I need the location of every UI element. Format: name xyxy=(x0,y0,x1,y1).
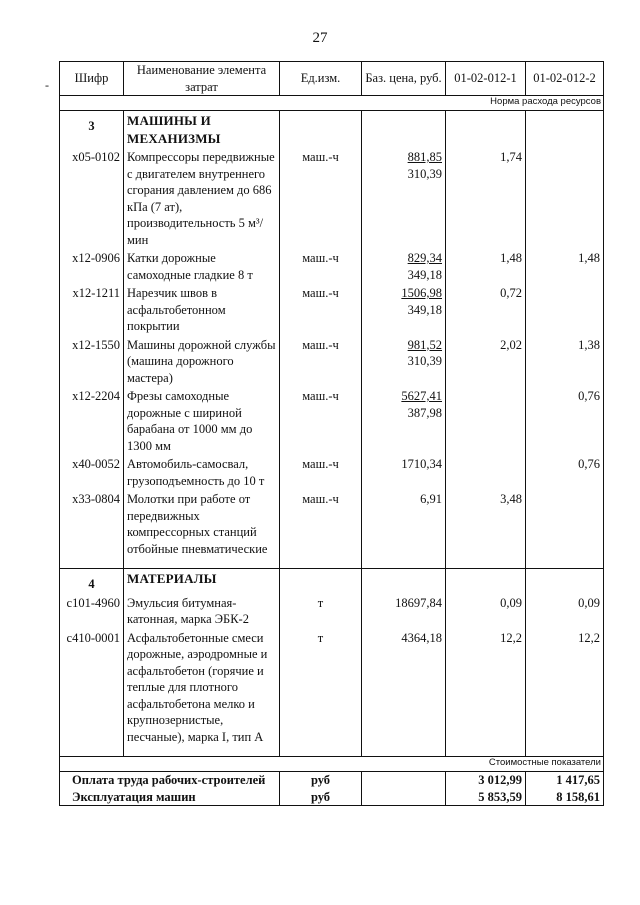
total-value-col2: 1 417,65 xyxy=(526,772,604,789)
empty-cell xyxy=(60,746,124,757)
row-value-col1: 3,48 xyxy=(446,490,526,558)
row-price: 4364,18 xyxy=(401,630,442,645)
spacer-row xyxy=(60,558,604,569)
row-code: с410-0001 xyxy=(60,629,124,747)
table-row xyxy=(60,594,604,629)
total-value-col1: 3 012,99 xyxy=(446,772,526,789)
row-code: х33-0804 xyxy=(60,490,124,558)
empty-cell xyxy=(362,558,446,569)
table-row xyxy=(60,455,604,490)
header-col1: 01-02-012-1 xyxy=(446,62,526,96)
row-unit: маш.-ч xyxy=(280,490,362,558)
section-number: 3 xyxy=(88,119,95,133)
row-unit: маш.-ч xyxy=(280,249,362,284)
row-code: х12-2204 xyxy=(60,387,124,455)
empty-cell xyxy=(526,558,604,569)
row-name: Молотки при работе от передвижных компрессорных станций отбойные пневматические xyxy=(124,490,280,558)
row-code: с101-4960 xyxy=(60,594,124,629)
row-value-col2: 12,2 xyxy=(526,629,604,747)
total-unit: руб xyxy=(280,789,362,806)
row-value-col2 xyxy=(526,148,604,249)
row-unit: маш.-ч xyxy=(280,148,362,249)
row-value-col1 xyxy=(446,455,526,490)
page-number: 27 xyxy=(312,30,328,46)
row-value-col1: 1,74 xyxy=(446,148,526,249)
section-title-cell xyxy=(124,569,280,594)
resource-norms-table xyxy=(59,61,604,806)
table-row xyxy=(60,249,604,284)
total-row xyxy=(60,789,604,806)
row-price-secondary: 310,39 xyxy=(407,354,442,368)
row-value-col2: 0,76 xyxy=(526,387,604,455)
row-price-cell xyxy=(362,594,446,629)
row-name: Автомобиль-самосвал, грузоподъемность до 10 т xyxy=(124,455,280,490)
row-value-col2 xyxy=(526,490,604,558)
row-price: 5627,41 xyxy=(401,389,442,403)
row-price-cell xyxy=(362,387,446,455)
row-value-col1: 1,48 xyxy=(446,249,526,284)
row-price-secondary: 349,18 xyxy=(407,302,442,317)
total-label: Эксплуатация машин xyxy=(60,789,280,806)
section-title: МАТЕРИАЛЫ xyxy=(127,571,217,586)
header-code: Шифр xyxy=(60,62,124,96)
row-value-col2: 0,09 xyxy=(526,594,604,629)
empty-cell xyxy=(446,569,526,594)
empty-cell xyxy=(362,789,446,806)
row-value-col1: 12,2 xyxy=(446,629,526,747)
margin-mark: - xyxy=(45,78,49,92)
total-unit: руб xyxy=(280,772,362,789)
empty-cell xyxy=(124,746,280,757)
empty-cell xyxy=(526,569,604,594)
row-unit: маш.-ч xyxy=(280,455,362,490)
row-price-cell xyxy=(362,284,446,336)
row-name: Нарезчик швов в асфальтобетонном покрытии xyxy=(124,284,280,336)
row-price-secondary: 387,98 xyxy=(407,405,442,420)
total-value-col1: 5 853,59 xyxy=(446,789,526,806)
row-price-cell xyxy=(362,336,446,388)
row-price: 1710,34 xyxy=(401,457,442,471)
section-header-row xyxy=(60,569,604,594)
row-price-cell xyxy=(362,455,446,490)
header-unit: Ед.изм. xyxy=(280,62,362,96)
row-unit: маш.-ч xyxy=(280,387,362,455)
row-price-cell xyxy=(362,148,446,249)
row-price: 829,34 xyxy=(407,251,442,265)
row-name: Эмульсия битумная-катонная, марка ЭБК-2 xyxy=(124,594,280,629)
table-row xyxy=(60,284,604,336)
row-code: х12-1550 xyxy=(60,336,124,388)
section-number-cell xyxy=(60,569,124,594)
row-code: х12-0906 xyxy=(60,249,124,284)
row-price: 981,52 xyxy=(407,337,442,352)
row-code: х12-1211 xyxy=(60,284,124,336)
row-unit: т xyxy=(280,594,362,629)
table-row xyxy=(60,336,604,388)
section-header-row xyxy=(60,111,604,149)
row-value-col2 xyxy=(526,284,604,336)
norm-caption-row xyxy=(60,96,604,111)
empty-cell xyxy=(362,772,446,789)
header-col2: 01-02-012-2 xyxy=(526,62,604,96)
table-header-row xyxy=(60,62,604,96)
empty-cell xyxy=(526,746,604,757)
row-value-col2: 1,48 xyxy=(526,249,604,284)
row-name: Катки дорожные самоходные гладкие 8 т xyxy=(124,249,280,284)
section-number: 4 xyxy=(88,577,95,591)
row-unit: маш.-ч xyxy=(280,284,362,336)
total-row xyxy=(60,772,604,789)
row-price-secondary: 349,18 xyxy=(407,267,442,282)
row-name: Компрессоры передвижные с двигателем внутреннего сгорания давлением до 686 кПа (7 ат), производительность 5 м³/мин xyxy=(124,148,280,249)
empty-cell xyxy=(60,558,124,569)
row-name: Асфальтобетонные смеси дорожные, аэродромные и асфальтобетон (горячие и теплые для плотного асфальтобетона мелко и крупнозернистые, песчаные), марка I, тип А xyxy=(124,629,280,747)
row-price-cell xyxy=(362,629,446,747)
norm-caption: Норма расхода ресурсов xyxy=(60,96,604,111)
table-row xyxy=(60,387,604,455)
section-title: МАШИНЫ И МЕХАНИЗМЫ xyxy=(127,113,221,146)
row-value-col1: 2,02 xyxy=(446,336,526,388)
row-name: Фрезы самоходные дорожные с шириной барабана от 1000 мм до 1300 мм xyxy=(124,387,280,455)
section-number-cell xyxy=(60,111,124,149)
total-value-col2: 8 158,61 xyxy=(526,789,604,806)
empty-cell xyxy=(446,558,526,569)
empty-cell xyxy=(526,111,604,149)
row-price: 6,91 xyxy=(420,492,442,506)
row-value-col1 xyxy=(446,387,526,455)
row-value-col2: 1,38 xyxy=(526,336,604,388)
empty-cell xyxy=(280,746,362,757)
table-row xyxy=(60,629,604,747)
row-price-cell xyxy=(362,490,446,558)
spacer-row xyxy=(60,746,604,757)
row-price-cell xyxy=(362,249,446,284)
empty-cell xyxy=(280,111,362,149)
empty-cell xyxy=(446,111,526,149)
row-name: Машины дорожной службы (машина дорожного мастера) xyxy=(124,336,280,388)
section-title-cell xyxy=(124,111,280,149)
row-price: 1506,98 xyxy=(401,286,442,300)
empty-cell xyxy=(280,558,362,569)
row-unit: т xyxy=(280,629,362,747)
row-value-col2: 0,76 xyxy=(526,455,604,490)
row-code: х05-0102 xyxy=(60,148,124,249)
header-price: Баз. цена, руб. xyxy=(362,62,446,96)
row-unit: маш.-ч xyxy=(280,336,362,388)
row-code: х40-0052 xyxy=(60,455,124,490)
table-row xyxy=(60,148,604,249)
total-label: Оплата труда рабочих-строителей xyxy=(60,772,280,789)
table-body xyxy=(60,96,604,806)
row-value-col1: 0,09 xyxy=(446,594,526,629)
row-price: 18697,84 xyxy=(395,595,442,610)
empty-cell xyxy=(446,746,526,757)
empty-cell xyxy=(362,111,446,149)
empty-cell xyxy=(280,569,362,594)
cost-caption-row xyxy=(60,757,604,772)
cost-caption: Стоимостные показатели xyxy=(60,757,604,772)
table-row xyxy=(60,490,604,558)
empty-cell xyxy=(362,746,446,757)
row-price-secondary: 310,39 xyxy=(407,166,442,181)
empty-cell xyxy=(124,558,280,569)
header-name: Наименование элемента затрат xyxy=(124,62,280,96)
row-price: 881,85 xyxy=(407,150,442,164)
row-value-col1: 0,72 xyxy=(446,284,526,336)
empty-cell xyxy=(362,569,446,594)
